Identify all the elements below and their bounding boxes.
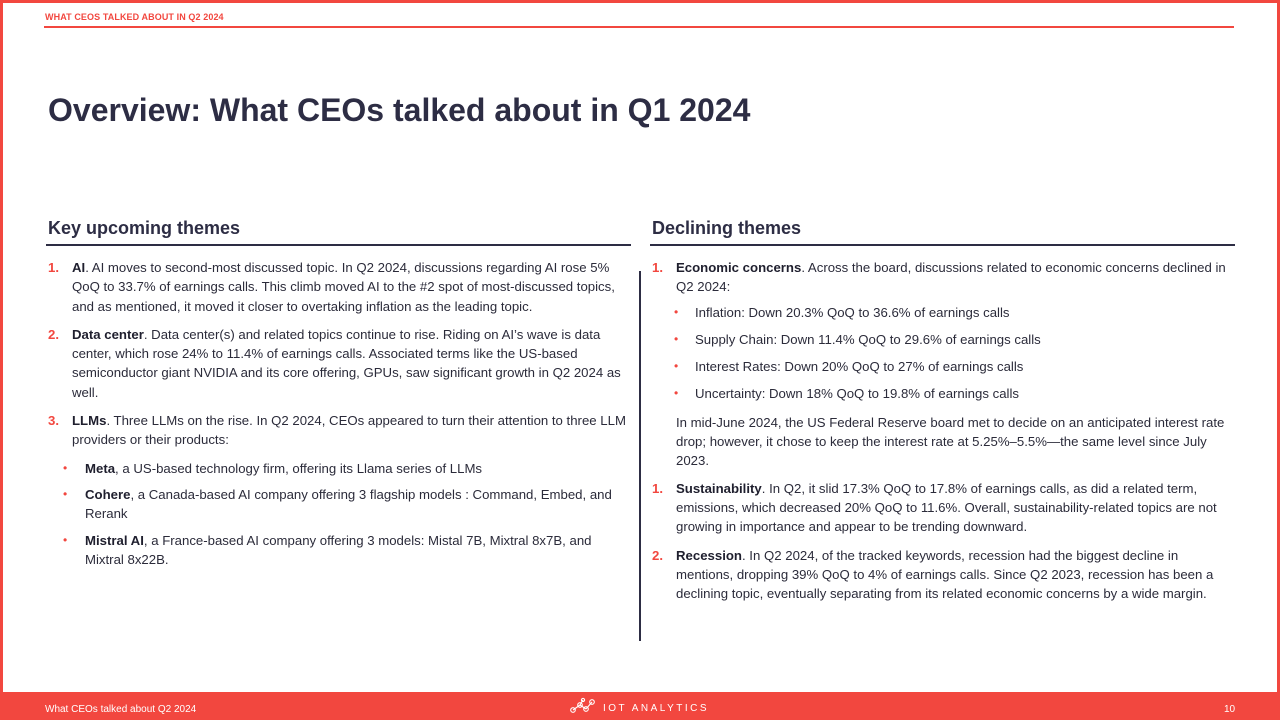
item-number: 2. [652,547,663,563]
page-title: Overview: What CEOs talked about in Q1 2024 [48,92,751,128]
sub-item-interest-rates [652,357,1232,376]
bullet-dot-icon: • [674,304,679,319]
item-number: 1. [652,260,663,275]
list-item-ai [48,258,626,316]
sub-item-mistral [48,531,626,570]
item-number: 1. [48,260,59,275]
list-item-economic-concerns [652,258,1232,297]
bullet-dot-icon: • [63,486,68,501]
fed-rate-paragraph: In mid-June 2024, the US Federal Reserve board met to decide on an anticipated interest rate drop; however, it chose to keep the interest rate at 5.25%–5.5%—the same level since July 2023. [676,414,1225,469]
key-upcoming-themes-list [48,258,626,569]
sub-item-cohere [48,485,626,524]
declining-themes-list [652,258,1232,612]
item-text: . Data center(s) and related topics continue to rise. Riding on AI’s wave is data center, which rose 24% to 11.4% of earnings calls. Associated terms like the US-based semiconductor giant NVIDIA and its core offering, GPUs, saw significant growth in Q2 2024 as well. [72,326,621,400]
item-keyword: Economic concerns [676,260,802,275]
bullet-dot-icon: • [63,532,68,547]
brand-name: IOT ANALYTICS [603,702,710,714]
right-heading-rule [650,244,1235,246]
item-text: . Across the board, discussions related to economic concerns declined in Q2 2024: [676,260,1226,295]
sub-item-text: , a France-based AI company offering 3 models: Mistal 7B, Mixtral 8x7B, and Mixtral 8x22B. [85,532,592,567]
item-keyword: Data center [72,326,144,342]
item-keyword: AI [72,260,86,275]
list-item-llms [48,411,626,450]
item-keyword: LLMs [72,413,107,429]
item-text: . In Q2 2024, of the tracked keywords, recession had the biggest decline in mentions, dropping 39% QoQ to 4% of earnings calls. Since Q2 2023, recession has been a declining topic, eventually separating from its related economic concerns by a wide margin. [676,547,1214,602]
sub-item-meta [48,459,626,478]
item-text: . In Q2, it slid 17.3% QoQ to 17.8% of earnings calls, as did a related term, emissions, which decreased 20% QoQ to 11.6%. Overall, sustainability-related topics are not growing in importance and appear to be trending downward. [676,480,1217,535]
sub-item-inflation [652,303,1232,322]
left-column-heading: Key upcoming themes [48,218,241,238]
sub-item-keyword: Mistral AI [85,532,144,548]
sub-item-text: Supply Chain: Down 11.4% QoQ to 29.6% of earnings calls [695,331,1041,347]
item-text: . Three LLMs on the rise. In Q2 2024, CEOs appeared to turn their attention to three LLM providers or their products: [72,413,626,448]
sub-item-text: Uncertainty: Down 18% QoQ to 19.8% of earnings calls [695,386,1019,402]
sub-item-text: , a US-based technology firm, offering its Llama series of LLMs [115,460,483,476]
bullet-dot-icon: • [674,359,679,374]
page-number: 10 [1224,704,1236,715]
list-item-sustainability [652,479,1232,537]
bullet-dot-icon: • [674,386,679,401]
item-keyword: Sustainability [676,480,762,496]
item-keyword: Recession [676,547,742,563]
list-item-recession [652,546,1232,604]
network-nodes-icon [569,697,597,720]
bullet-dot-icon: • [63,460,68,475]
sub-item-supply-chain [652,330,1232,349]
sub-item-keyword: Meta [85,460,116,476]
item-text: . AI moves to second-most discussed topic. In Q2 2024, discussions regarding AI rose 5% QoQ to 33.7% of earnings calls. This climb moved AI to the #2 spot of most-discussed topics, and as mentioned, it moved it closer to overtaking inflation as the leading topic. [72,260,615,314]
sub-item-text: , a Canada-based AI company offering 3 flagship models : Command, Embed, and Rerank [85,486,612,522]
item-number: 1. [652,480,663,496]
footer-bar [0,692,1280,720]
column-divider [639,271,641,641]
left-heading-rule [46,244,631,246]
section-tag: WHAT CEOS TALKED ABOUT IN Q2 2024 [45,12,224,22]
footer-title: What CEOs talked about Q2 2024 [45,704,197,715]
bullet-dot-icon: • [674,331,679,346]
item-number: 2. [48,326,59,342]
top-divider [44,26,1234,28]
right-column-heading: Declining themes [652,218,802,238]
list-item-data-center [48,325,626,402]
sub-item-keyword: Cohere [85,486,131,502]
sub-item-text: Inflation: Down 20.3% QoQ to 36.6% of earnings calls [695,304,1010,320]
sub-item-text: Interest Rates: Down 20% QoQ to 27% of earnings calls [695,359,1024,375]
item-number: 3. [48,413,59,429]
sub-item-uncertainty [652,384,1232,403]
brand-logo [569,698,709,718]
